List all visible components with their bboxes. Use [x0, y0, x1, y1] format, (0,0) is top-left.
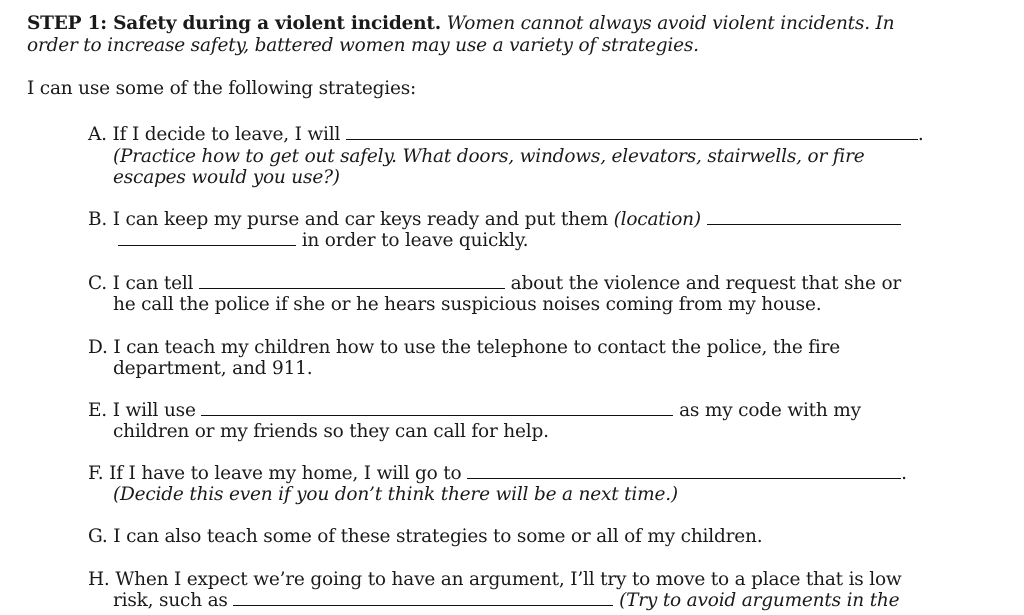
item-e-letter: E. — [88, 400, 107, 421]
item-g-text: I can also teach some of these strategies to some or all of my children. — [113, 526, 763, 547]
item-e-line-2: children or my friends so they can call for help. — [113, 421, 549, 442]
item-a — [88, 124, 924, 146]
item-e-blank[interactable] — [201, 401, 673, 416]
item-e-text: I will use — [112, 400, 196, 421]
item-a-period: . — [917, 124, 924, 145]
step-intro: Women cannot always avoid violent incidents. In — [446, 13, 895, 34]
item-f-blank[interactable] — [467, 464, 901, 479]
item-a-blank[interactable] — [346, 125, 918, 140]
item-h-line-2-clipped — [110, 585, 950, 615]
item-c-text: I can tell — [112, 273, 194, 294]
item-b — [88, 209, 901, 231]
item-d-letter: D. — [88, 337, 108, 358]
step-heading-line — [27, 13, 894, 35]
item-d — [88, 337, 840, 359]
item-d-text: I can teach my children how to use the telephone to contact the police, the fire — [113, 337, 841, 358]
item-h-blank[interactable] — [233, 591, 613, 606]
item-f — [88, 463, 907, 485]
item-b-letter: B. — [88, 209, 108, 230]
item-h-hint: (Try to avoid arguments in the — [619, 590, 900, 611]
item-b-line-2 — [118, 230, 528, 252]
item-b-blank-1[interactable] — [707, 210, 901, 225]
strategies-lead: I can use some of the following strategies: — [27, 78, 417, 99]
item-b-text-2: in order to leave quickly. — [301, 230, 529, 251]
step-heading: STEP 1: Safety during a violent incident. — [27, 13, 442, 34]
item-f-period: . — [901, 463, 907, 484]
item-b-blank-2[interactable] — [118, 231, 296, 246]
item-a-text: If I decide to leave, I will — [112, 124, 341, 145]
item-h-line-2 — [113, 590, 899, 612]
item-a-hint-2: escapes would you use?) — [113, 167, 340, 188]
item-h-text-2: risk, such as — [113, 590, 228, 611]
item-c-letter: C. — [88, 273, 107, 294]
item-h-letter: H. — [88, 569, 110, 590]
item-c-blank[interactable] — [199, 274, 505, 289]
item-f-letter: F. — [88, 463, 104, 484]
item-a-hint-1: (Practice how to get out safely. What doors, windows, elevators, stairwells, or fire — [113, 146, 865, 167]
item-b-location: (location) — [613, 209, 701, 230]
item-e-after: as my code with my — [679, 400, 861, 421]
item-d-line-2: department, and 911. — [113, 358, 313, 379]
item-f-text: If I have to leave my home, I will go to — [109, 463, 462, 484]
item-h-text: When I expect we’re going to have an argument, I’ll try to move to a place that is low — [115, 569, 902, 590]
item-g — [88, 526, 762, 548]
item-f-hint: (Decide this even if you don’t think there will be a next time.) — [113, 484, 678, 505]
item-g-letter: G. — [88, 526, 108, 547]
item-c-line-2: he call the police if she or he hears suspicious noises coming from my house. — [113, 294, 822, 315]
step-intro-continued: order to increase safety, battered women may use a variety of strategies. — [27, 35, 699, 56]
item-e — [88, 400, 861, 422]
item-b-text: I can keep my purse and car keys ready and put them — [112, 209, 608, 230]
item-c — [88, 273, 901, 295]
item-c-after: about the violence and request that she or — [510, 273, 902, 294]
item-a-letter: A. — [88, 124, 107, 145]
